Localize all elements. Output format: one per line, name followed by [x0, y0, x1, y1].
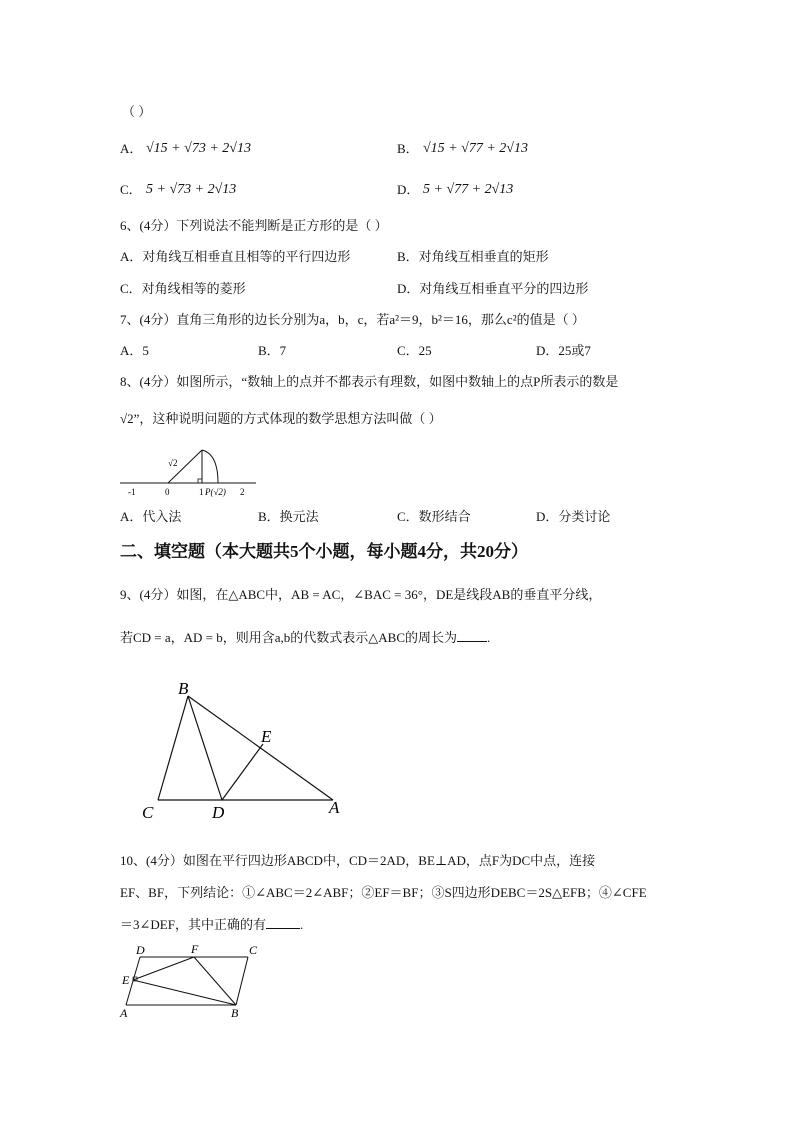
vertex-e-label: E — [261, 727, 272, 746]
q5-option-d-expr: 5 + √77 + 2√13 — [423, 182, 514, 197]
vertex-a-label: A — [120, 1006, 128, 1020]
q8-stem-line1: 8、(4分）如图所示，“数轴上的点并不都表示有理数，如图中数轴上的点P所表示的数是 — [120, 374, 619, 389]
q9-line2 — [120, 629, 490, 646]
q9-answer-blank — [457, 629, 487, 642]
vertex-b-label: B — [231, 1006, 239, 1020]
vertex-b-label: B — [178, 679, 189, 698]
q7-option-b: B．7 — [258, 343, 287, 358]
q6-stem: 6、(4分）下列说法不能判断是正方形的是（ ） — [120, 218, 388, 233]
vertex-d-label: D — [136, 943, 145, 957]
q7-stem: 7、(4分）直角三角形的边长分别为a，b，c，若a²＝9，b²＝16，那么c²的值是（ ） — [120, 312, 585, 327]
q9-line2-end: . — [487, 630, 491, 645]
point-p-label: P(√2) — [205, 487, 226, 497]
tick-0-label: 0 — [165, 487, 170, 497]
vertex-d-label: D — [212, 803, 225, 822]
q6-option-c: C．对角线相等的菱形 — [120, 281, 246, 296]
q8-stem-line2: √2”，这种说明问题的方式体现的数学思想方法叫做（ ） — [120, 411, 442, 426]
q10-line3-end: . — [299, 917, 304, 932]
q6-option-a: A．对角线互相垂直且相等的平行四边形 — [120, 249, 351, 264]
q8-option-d: D．分类讨论 — [536, 509, 611, 524]
q10-parallelogram-figure — [118, 940, 268, 1020]
q6-option-d: D．对角线互相垂直平分的四边形 — [397, 281, 589, 296]
q5-option-a-label: A． — [120, 141, 143, 156]
tick-minus1-label: -1 — [128, 487, 136, 497]
q5-option-a-expr: √15 + √73 + 2√13 — [146, 141, 251, 156]
vertex-c-label: C — [142, 803, 154, 822]
tick-2-label: 2 — [240, 487, 245, 497]
q7-option-c: C．25 — [397, 343, 432, 358]
q8-number-line-figure — [118, 440, 258, 500]
q5-paren: （ ） — [122, 104, 152, 119]
q5-option-c-label: C． — [120, 182, 142, 197]
q7-option-d: D．25或7 — [536, 343, 591, 358]
q6-option-b: B．对角线互相垂直的矩形 — [397, 249, 549, 264]
section-2-heading: 二、填空题（本大题共5个小题，每小题4分，共20分） — [120, 542, 528, 561]
q5-option-b-expr: √15 + √77 + 2√13 — [423, 141, 528, 156]
q9-triangle-figure — [138, 672, 348, 822]
q9-line1: 9、(4分）如图，在△ABC中，AB = AC，∠BAC = 36°，DE是线段AB的垂直平分线， — [120, 587, 602, 602]
tick-1-label: 1 — [199, 487, 204, 497]
q8-option-b: B．换元法 — [258, 509, 319, 524]
q8-option-c: C．数形结合 — [397, 509, 471, 524]
vertex-c-label: C — [249, 943, 258, 957]
q5-option-b-label: B． — [397, 141, 419, 156]
q10-line3 — [120, 916, 303, 933]
q5-option-d-label: D． — [397, 182, 420, 197]
q10-line1: 10、(4分）如图在平行四边形ABCD中，CD＝2AD，BE⊥AD，点F为DC中点，连接 — [120, 853, 596, 868]
q8-option-a: A．代入法 — [120, 509, 182, 524]
q7-option-a: A．5 — [120, 343, 149, 358]
vertex-a-label: A — [329, 798, 340, 817]
point-e-label: E — [122, 973, 130, 987]
q9-line2-text: 若CD = a，AD = b，则用含a,b的代数式表示△ABC的周长为 — [120, 630, 458, 645]
hypotenuse-label: √2 — [168, 458, 178, 468]
point-f-label: F — [191, 942, 199, 956]
q10-line3-text: ＝3∠DEF，其中正确的有 — [120, 917, 266, 932]
q5-option-c-expr: 5 + √73 + 2√13 — [146, 182, 237, 197]
q10-answer-blank — [266, 916, 300, 929]
q10-line2: EF、BF，下列结论：①∠ABC＝2∠ABF；②EF＝BF；③S四边形DEBC＝2S△EFB；④∠CFE — [120, 885, 647, 900]
